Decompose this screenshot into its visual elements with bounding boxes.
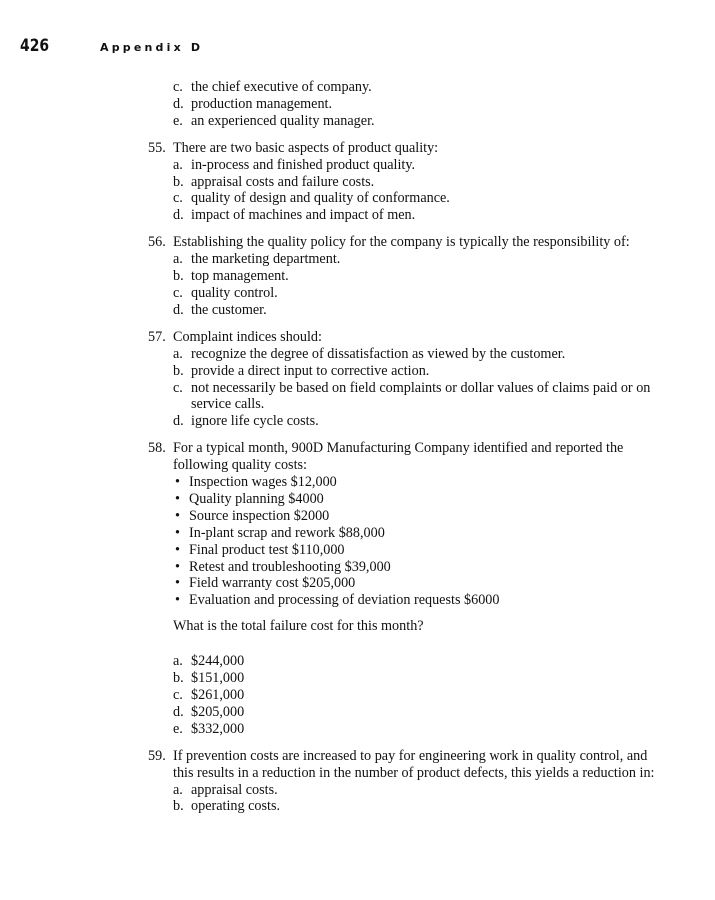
cost-item-text: Source inspection $2000 xyxy=(189,507,330,524)
option-c xyxy=(173,380,668,414)
cost-item xyxy=(175,575,668,592)
option-letter: c. xyxy=(173,379,183,396)
bullet-icon: • xyxy=(175,541,180,558)
option-d xyxy=(173,207,668,224)
option-e xyxy=(173,113,668,130)
running-head: Appendix D xyxy=(100,41,204,54)
option-letter: e. xyxy=(173,720,183,737)
cost-item-text: Retest and troubleshooting $39,000 xyxy=(189,558,391,575)
sub-question: What is the total failure cost for this month? xyxy=(173,618,424,635)
option-text: an experienced quality manager. xyxy=(191,112,375,129)
cost-item-text: Field warranty cost $205,000 xyxy=(189,575,356,592)
option-text: ignore life cycle costs. xyxy=(191,413,319,430)
option-letter: a. xyxy=(173,156,183,173)
continued-options xyxy=(148,79,668,130)
question-59 xyxy=(148,748,668,816)
option-text: top management. xyxy=(191,268,289,285)
option-text: quality of design and quality of conformance. xyxy=(191,190,450,207)
question-text: There are two basic aspects of product quality: xyxy=(173,139,439,156)
option-text: in-process and finished product quality. xyxy=(191,156,416,173)
option-text: recognize the degree of dissatisfaction as viewed by the customer. xyxy=(191,345,566,362)
page-number: 426 xyxy=(20,36,50,56)
bullet-icon: • xyxy=(175,490,180,507)
page-header xyxy=(20,36,203,56)
option-letter: d. xyxy=(173,301,184,318)
question-number: 56. xyxy=(148,234,166,251)
option-e xyxy=(173,721,668,738)
option-b xyxy=(173,363,668,380)
option-text: impact of machines and impact of men. xyxy=(191,207,416,224)
option-text: quality control. xyxy=(191,284,278,301)
cost-item-text: In-plant scrap and rework $88,000 xyxy=(189,524,385,541)
option-letter: a. xyxy=(173,781,183,798)
option-text: $205,000 xyxy=(191,703,245,720)
option-c xyxy=(173,285,668,302)
cost-item xyxy=(175,508,668,525)
cost-item-text: Inspection wages $12,000 xyxy=(189,474,337,491)
option-letter: a. xyxy=(173,251,183,268)
option-text: provide a direct input to corrective action. xyxy=(191,362,430,379)
option-b xyxy=(173,798,668,815)
option-letter: d. xyxy=(173,413,184,430)
cost-item xyxy=(175,542,668,559)
option-letter: d. xyxy=(173,703,184,720)
cost-item xyxy=(175,559,668,576)
question-number: 57. xyxy=(148,328,166,345)
option-letter: c. xyxy=(173,190,183,207)
option-letter: e. xyxy=(173,112,183,129)
cost-item xyxy=(175,525,668,542)
bullet-icon: • xyxy=(175,575,180,592)
question-text: If prevention costs are increased to pay for engineering work in quality control, and this results in a reduction in the number of product defects, this yields a reduction in: xyxy=(173,747,655,781)
option-letter: b. xyxy=(173,268,184,285)
bullet-icon: • xyxy=(175,524,180,541)
option-text: operating costs. xyxy=(191,798,281,815)
bullet-icon: • xyxy=(175,592,180,609)
option-a xyxy=(173,782,668,799)
question-57 xyxy=(148,329,668,430)
option-b xyxy=(173,670,668,687)
question-56 xyxy=(148,234,668,319)
option-letter: c. xyxy=(173,79,183,95)
cost-item-text: Final product test $110,000 xyxy=(189,541,345,558)
option-text: the chief executive of company. xyxy=(191,79,372,95)
cost-item xyxy=(175,474,668,491)
option-c xyxy=(173,687,668,704)
option-letter: d. xyxy=(173,95,184,112)
option-text: appraisal costs and failure costs. xyxy=(191,173,375,190)
option-text: $244,000 xyxy=(191,653,245,670)
question-number: 59. xyxy=(148,747,166,764)
question-text: For a typical month, 900D Manufacturing Company identified and reported the following quality costs: xyxy=(173,440,624,474)
option-c xyxy=(173,190,668,207)
option-letter: b. xyxy=(173,670,184,687)
question-number: 55. xyxy=(148,139,166,156)
option-text: $261,000 xyxy=(191,687,245,703)
option-letter: a. xyxy=(173,345,183,362)
cost-item xyxy=(175,592,668,609)
option-letter: a. xyxy=(173,653,183,670)
option-a xyxy=(173,251,668,268)
option-letter: c. xyxy=(173,284,183,301)
option-text: $151,000 xyxy=(191,670,245,687)
option-d xyxy=(173,96,668,113)
option-d xyxy=(173,704,668,721)
option-b xyxy=(173,268,668,285)
option-c xyxy=(173,79,668,96)
question-58 xyxy=(148,440,668,738)
bullet-icon: • xyxy=(175,474,180,491)
option-a xyxy=(173,653,668,670)
option-text: appraisal costs. xyxy=(191,781,278,798)
question-text: Establishing the quality policy for the company is typically the responsibility of: xyxy=(173,234,630,251)
cost-item-text: Quality planning $4000 xyxy=(189,490,324,507)
option-text: the marketing department. xyxy=(191,251,341,268)
option-b xyxy=(173,174,668,191)
option-letter: b. xyxy=(173,362,184,379)
option-text: the customer. xyxy=(191,301,267,318)
option-letter: b. xyxy=(173,798,184,815)
option-letter: c. xyxy=(173,687,183,703)
option-letter: b. xyxy=(173,173,184,190)
question-text: Complaint indices should: xyxy=(173,328,322,345)
option-letter: d. xyxy=(173,207,184,224)
option-text: $332,000 xyxy=(191,720,245,737)
option-d xyxy=(173,413,668,430)
question-number: 58. xyxy=(148,440,166,457)
option-text: not necessarily be based on field complaints or dollar values of claims paid or on service calls. xyxy=(191,379,651,413)
page-content xyxy=(148,79,668,825)
option-a xyxy=(173,346,668,363)
question-55 xyxy=(148,140,668,225)
option-a xyxy=(173,157,668,174)
cost-item xyxy=(175,491,668,508)
bullet-icon: • xyxy=(175,558,180,575)
cost-item-text: Evaluation and processing of deviation requests $6000 xyxy=(189,592,500,609)
bullet-icon: • xyxy=(175,507,180,524)
option-text: production management. xyxy=(191,95,333,112)
option-d xyxy=(173,302,668,319)
